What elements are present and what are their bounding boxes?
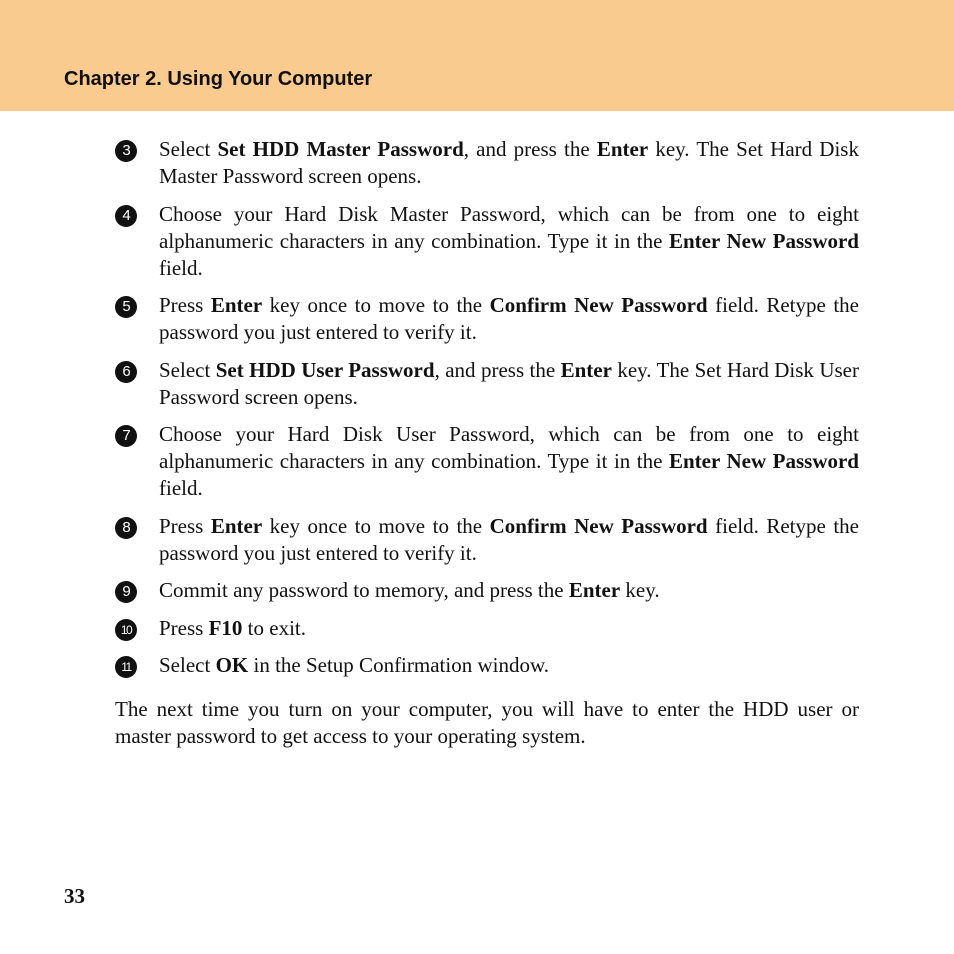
step-text-run: Choose your Hard Disk Master Password, which can be from one to eight alphanumeric characters in any combination. Type it in the: [159, 201, 859, 253]
step-number-badge: 6: [115, 361, 137, 383]
step-text-run: Select: [159, 357, 216, 382]
step-text: [159, 293, 859, 344]
step-text-bold: Enter New Password: [669, 449, 859, 473]
step-item: [115, 513, 859, 567]
step-item: [115, 357, 859, 411]
step-text-run: , and press the: [434, 357, 561, 382]
step-number-badge: 7: [115, 425, 137, 447]
step-number-badge: 11: [115, 656, 137, 678]
step-text-run: key once to move to the: [262, 293, 490, 317]
step-text-bold: OK: [215, 653, 249, 677]
step-text-run: Commit any password to memory, and press the: [159, 578, 569, 602]
step-number-badge: 9: [115, 581, 137, 603]
step-text-run: key. The Set Hard Disk Master Password screen opens.: [159, 137, 859, 188]
step-text-bold: Set HDD Master Password: [217, 137, 464, 161]
step-item: [115, 292, 859, 346]
step-item: [115, 652, 859, 679]
step-text-run: field.: [159, 476, 203, 500]
step-text: [159, 616, 306, 640]
step-text-bold: Enter: [210, 513, 263, 538]
step-text-run: key once to move to the: [262, 513, 490, 538]
step-text-bold: Confirm New Password: [489, 293, 708, 317]
step-text-run: Select: [159, 653, 216, 677]
step-text-run: in the Setup Confirmation window.: [248, 653, 550, 677]
step-number-badge: 4: [115, 205, 137, 227]
step-item: [115, 577, 859, 604]
step-text: [159, 578, 660, 602]
step-number-badge: 10: [115, 619, 137, 641]
step-text: [159, 358, 859, 409]
closing-paragraph: The next time you turn on your computer, you will have to enter the HDD user or master password to get access to your operating system.: [115, 697, 859, 748]
step-text-run: , and press the: [463, 137, 597, 161]
step-text: [159, 137, 859, 188]
step-number-badge: 3: [115, 140, 137, 162]
step-item: [115, 201, 859, 282]
step-text-bold: Enter: [560, 357, 612, 382]
chapter-header-band: [0, 0, 954, 111]
step-text: [159, 422, 859, 500]
step-item: [115, 136, 859, 190]
steps-list: [115, 136, 859, 690]
chapter-title: Chapter 2. Using Your Computer: [64, 68, 373, 90]
step-number-badge: 8: [115, 517, 137, 539]
step-item: [115, 421, 859, 502]
step-item: [115, 615, 859, 642]
step-text-run: Choose your Hard Disk User Password, which can be from one to eight alphanumeric characters in any combination. Type it in the: [159, 422, 859, 473]
step-text-bold: Enter New Password: [669, 228, 859, 253]
step-text-run: key. The Set Hard Disk User Password screen opens.: [159, 357, 859, 409]
step-text-run: key.: [620, 578, 660, 602]
step-text-run: field. Retype the password you just entered to verify it.: [159, 513, 859, 565]
step-text-bold: Enter: [596, 137, 649, 161]
step-text-run: to exit.: [242, 615, 306, 640]
step-text-run: field. Retype the password you just entered to verify it.: [159, 293, 859, 344]
step-text-run: Select: [159, 137, 218, 161]
step-text-run: Press: [159, 293, 211, 317]
step-text: [159, 514, 859, 565]
step-text-bold: Enter: [210, 293, 263, 317]
step-number-badge: 5: [115, 296, 137, 318]
step-text-run: field.: [159, 255, 203, 280]
step-text-bold: Set HDD User Password: [215, 357, 435, 382]
step-text-bold: F10: [208, 615, 243, 640]
page-number: 33: [64, 884, 85, 908]
step-text: [159, 653, 549, 677]
step-text-run: Press: [159, 615, 209, 640]
step-text: [159, 202, 859, 280]
step-text-bold: Enter: [568, 578, 621, 602]
step-text-run: Press: [159, 513, 211, 538]
step-text-bold: Confirm New Password: [489, 513, 708, 538]
